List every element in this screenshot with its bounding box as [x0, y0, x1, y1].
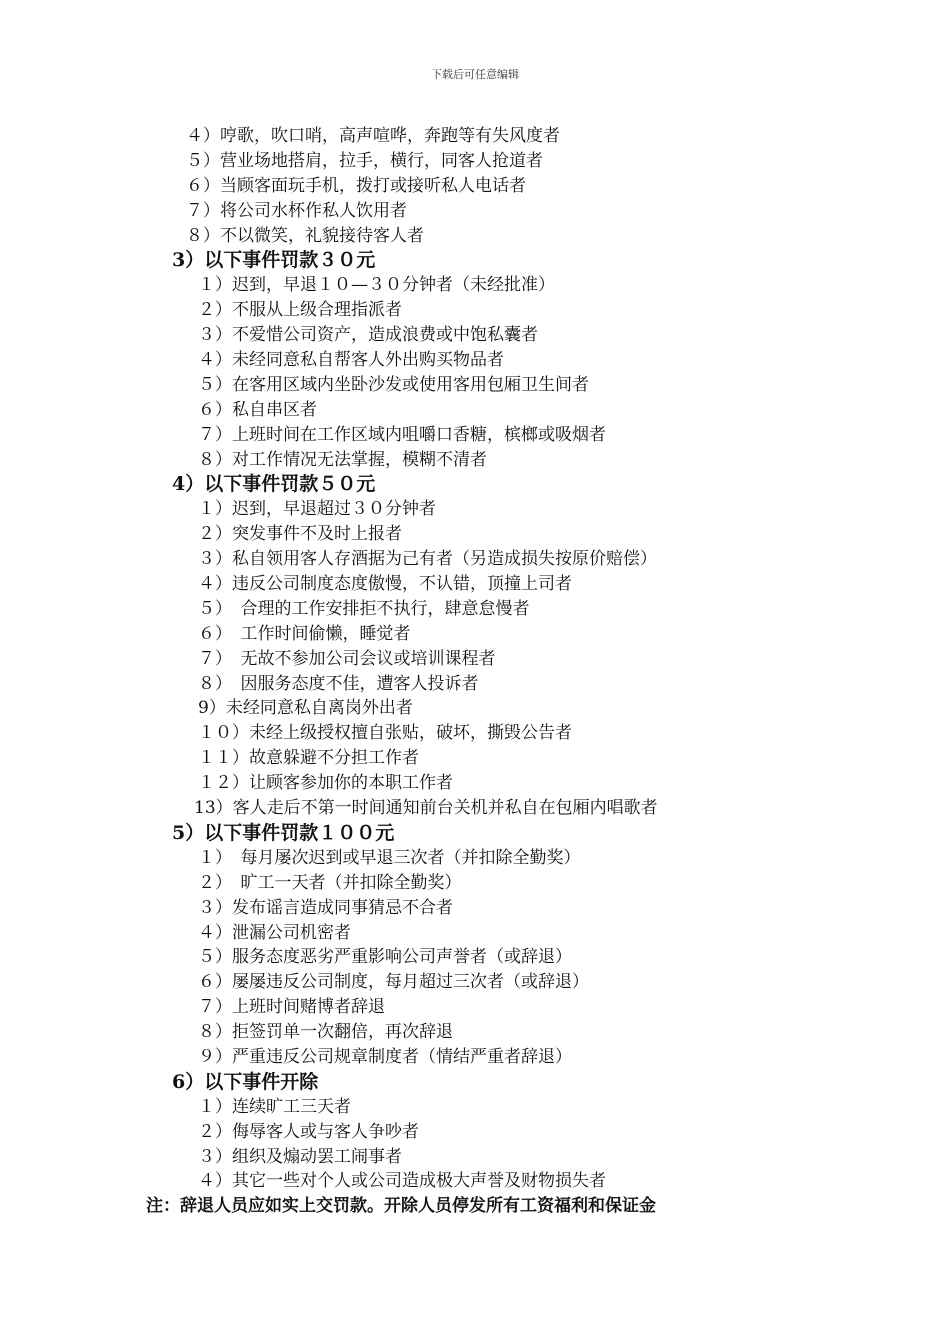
list-item: ８）不以微笑，礼貌接待客人者: [186, 225, 424, 246]
list-item: ５） 合理的工作安排拒不执行，肆意怠慢者: [198, 598, 530, 619]
list-item: ２）突发事件不及时上报者: [198, 524, 402, 545]
section-heading: 5）以下事件罚款１００元: [172, 821, 395, 844]
list-item: ４）违反公司制度态度傲慢，不认错，顶撞上司者: [198, 574, 572, 595]
list-item: ５）在客用区域内坐卧沙发或使用客用包厢卫生间者: [198, 374, 589, 395]
page-header: 下载后可任意编辑: [431, 68, 519, 81]
list-item: １）迟到，早退１０—３０分钟者（未经批准）: [198, 275, 555, 296]
list-item: １０）未经上级授权擅自张贴，破坏，撕毁公告者: [198, 723, 572, 744]
list-item: ２）不服从上级合理指派者: [198, 300, 402, 321]
list-item: ３）组织及煽动罢工闹事者: [198, 1146, 402, 1167]
list-item: １）连续旷工三天者: [198, 1096, 351, 1117]
list-item: ６） 工作时间偷懒，睡觉者: [198, 623, 411, 644]
list-item: ８）拒签罚单一次翻倍，再次辞退: [198, 1022, 453, 1043]
list-item: ７） 无故不参加公司会议或培训课程者: [198, 648, 496, 669]
list-item: ４）泄漏公司机密者: [198, 922, 351, 943]
list-item: ２） 旷工一天者（并扣除全勤奖）: [198, 872, 462, 893]
list-item: ９）严重违反公司规章制度者（情结严重者辞退）: [198, 1046, 572, 1067]
list-item: ８） 因服务态度不佳，遭客人投诉者: [198, 673, 479, 694]
list-item: ７）上班时间赌博者辞退: [198, 997, 385, 1018]
list-item: ３）发布谣言造成同事猜忌不合者: [198, 897, 453, 918]
list-item: ６）当顾客面玩手机，拨打或接听私人电话者: [186, 175, 526, 196]
document-body: [0, 124, 950, 1219]
list-item: ３）不爱惜公司资产，造成浪费或中饱私囊者: [198, 325, 538, 346]
section-heading: 3）以下事件罚款３０元: [172, 249, 376, 272]
list-item: ６）私自串区者: [198, 399, 317, 420]
list-item: ７）将公司水杯作私人饮用者: [186, 200, 407, 221]
note-text: 注：辞退人员应如实上交罚款。开除人员停发所有工资福利和保证金: [146, 1196, 656, 1217]
section-heading: 4）以下事件罚款５０元: [172, 473, 376, 496]
list-item: ７）上班时间在工作区域内咀嚼口香糖，槟榔或吸烟者: [198, 424, 606, 445]
list-item: １） 每月屡次迟到或早退三次者（并扣除全勤奖）: [198, 847, 581, 868]
list-item: ４）哼歌，吹口哨，高声喧哗，奔跑等有失风度者: [186, 126, 560, 146]
list-item: １）迟到，早退超过３０分钟者: [198, 499, 436, 520]
list-item: １１）故意躲避不分担工作者: [198, 748, 419, 769]
list-item: ５）营业场地搭肩，拉手，横行，同客人抢道者: [186, 150, 543, 171]
list-item: 9）未经同意私自离岗外出者: [198, 698, 413, 719]
list-item: ４）未经同意私自帮客人外出购买物品者: [198, 350, 504, 371]
list-item: ３）私自领用客人存酒据为己有者（另造成损失按原价赔偿）: [198, 549, 657, 570]
list-item: 13）客人走后不第一时间通知前台关机并私自在包厢内唱歌者: [194, 798, 658, 819]
list-item: ８）对工作情况无法掌握，模糊不清者: [198, 449, 487, 470]
list-item: １２）让顾客参加你的本职工作者: [198, 773, 453, 794]
list-item: ２）侮辱客人或与客人争吵者: [198, 1121, 419, 1142]
list-item: ５）服务态度恶劣严重影响公司声誉者（或辞退）: [198, 947, 572, 968]
list-item: ４）其它一些对个人或公司造成极大声誉及财物损失者: [198, 1171, 606, 1192]
list-item: ６）屡屡违反公司制度，每月超过三次者（或辞退）: [198, 972, 589, 993]
section-heading: 6）以下事件开除: [172, 1070, 319, 1093]
